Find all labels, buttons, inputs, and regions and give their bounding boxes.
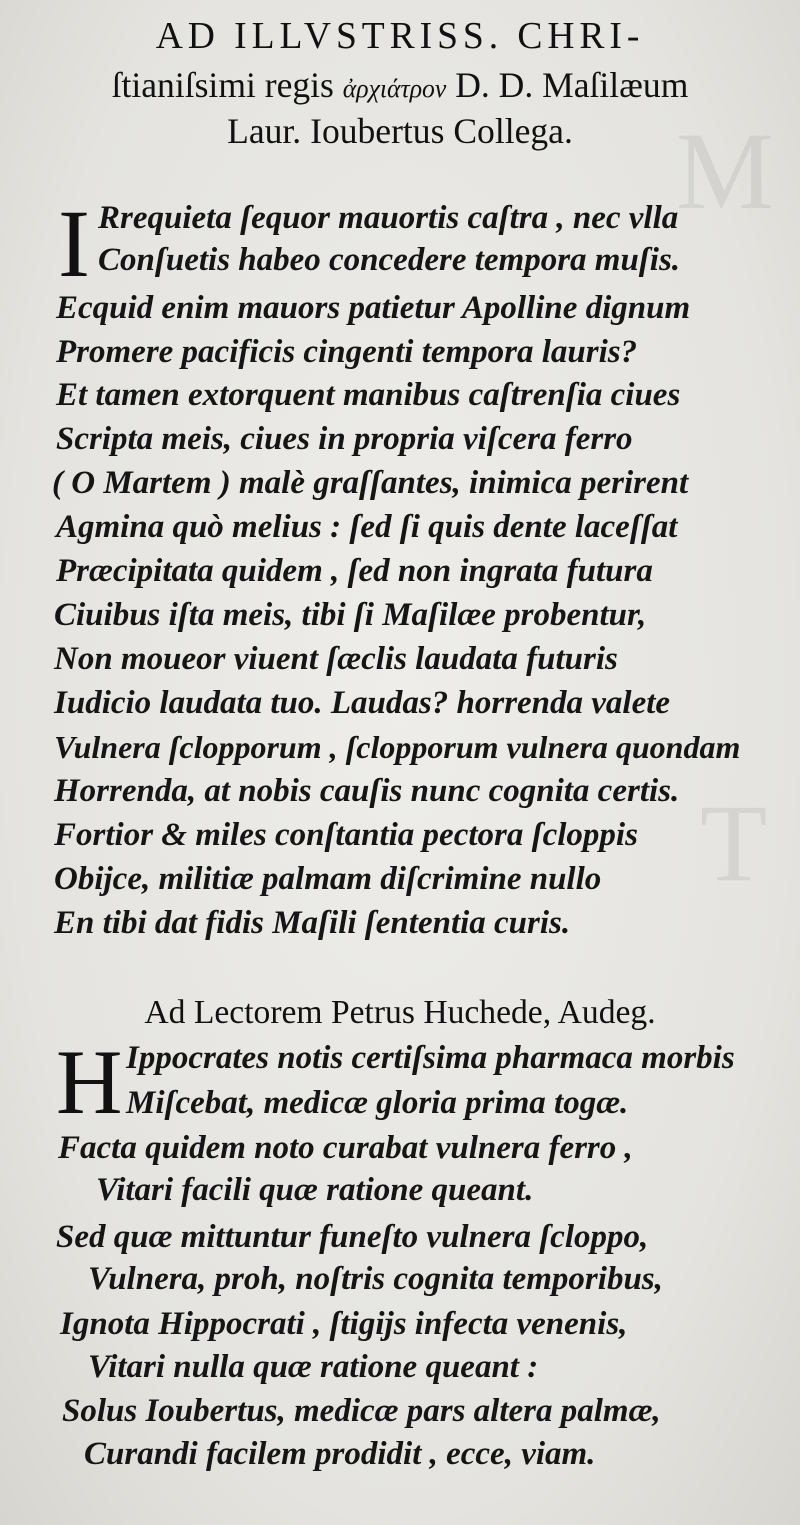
poem-line: Agmina quò melius : ſed ſi quis dente laceſſat: [56, 509, 678, 545]
bleed-through-letter: M: [676, 110, 774, 232]
poem-line: Ecquid enim mauors patietur Apolline dignum: [56, 290, 691, 326]
poem-line: Conſuetis habeo concedere tempora muſis.: [98, 242, 681, 278]
poem-line: Vulnera ſclopporum , ſclopporum vulnera quondam: [54, 729, 741, 765]
title-greek-word: ἀρχιάτρον: [342, 74, 447, 103]
drop-cap-initial: I: [58, 190, 90, 297]
title-line-2-b: D. D. Maſilæum: [446, 65, 689, 105]
poem-line: Horrenda, at nobis cauſis nunc cognita certis.: [54, 773, 680, 809]
drop-cap-initial: H: [56, 1031, 123, 1133]
poem-line: Rrequieta ſequor mauortis caſtra , nec vlla: [98, 200, 679, 236]
poem-line: Sed quæ mittuntur funeſto vulnera ſcloppo,: [56, 1219, 649, 1255]
poem-line: Et tamen extorquent manibus caſtrenſia ciues: [56, 377, 681, 413]
poem-line: Vulnera, proh, noſtris cognita temporibus,: [88, 1261, 663, 1297]
poem-line: Non moueor viuent ſæclis laudata futuris: [54, 641, 618, 677]
poem-line: Obijce, militiæ palmam diſcrimine nullo: [54, 861, 602, 897]
bleed-through-letter: T: [700, 782, 768, 904]
poem-line: Miſcebat, medicæ gloria prima togæ.: [126, 1085, 629, 1121]
poem-line: Facta quidem noto curabat vulnera ferro ,: [58, 1130, 633, 1166]
poem-line: Solus Ioubertus, medicæ pars altera palmæ,: [62, 1393, 661, 1429]
poem-line: ( O Martem ) malè graſſantes, inimica perirent: [52, 465, 689, 501]
poem-line: Curandi facilem prodidit , ecce, viam.: [84, 1436, 596, 1472]
poem-line: En tibi dat fidis Maſili ſententia curis.: [54, 905, 571, 941]
poem-line: Ciuibus iſta meis, tibi ſi Maſilæe probentur,: [54, 597, 647, 633]
poem-line: Promere pacificis cingenti tempora lauris?: [56, 334, 638, 370]
poem-line: Fortior & miles conſtantia pectora ſcloppis: [54, 817, 638, 853]
poem-line: Scripta meis, ciues in propria viſcera ferro: [56, 421, 633, 457]
poem-line: Præcipitata quidem , ſed non ingrata futura: [56, 553, 653, 589]
title-line-2: [5, 64, 795, 106]
title-line-2-a: ſtianiſsimi regis: [111, 65, 343, 105]
poem-line: Ippocrates notis certiſsima pharmaca morbis: [126, 1040, 735, 1076]
poem-line: Vitari nulla quæ ratione queant :: [88, 1349, 539, 1385]
title-line-1: AD ILLVSTRISS. CHRI-: [155, 15, 645, 57]
title-line-3: Laur. Ioubertus Collega.: [227, 111, 573, 151]
poem-line: Ignota Hippocrati , ſtigijs infecta venenis,: [60, 1306, 628, 1342]
section-heading: Ad Lectorem Petrus Huchede, Audeg.: [144, 994, 656, 1031]
poem-line: Iudicio laudata tuo. Laudas? horrenda valete: [54, 685, 671, 721]
poem-line: Vitari facili quæ ratione queant.: [96, 1172, 534, 1208]
